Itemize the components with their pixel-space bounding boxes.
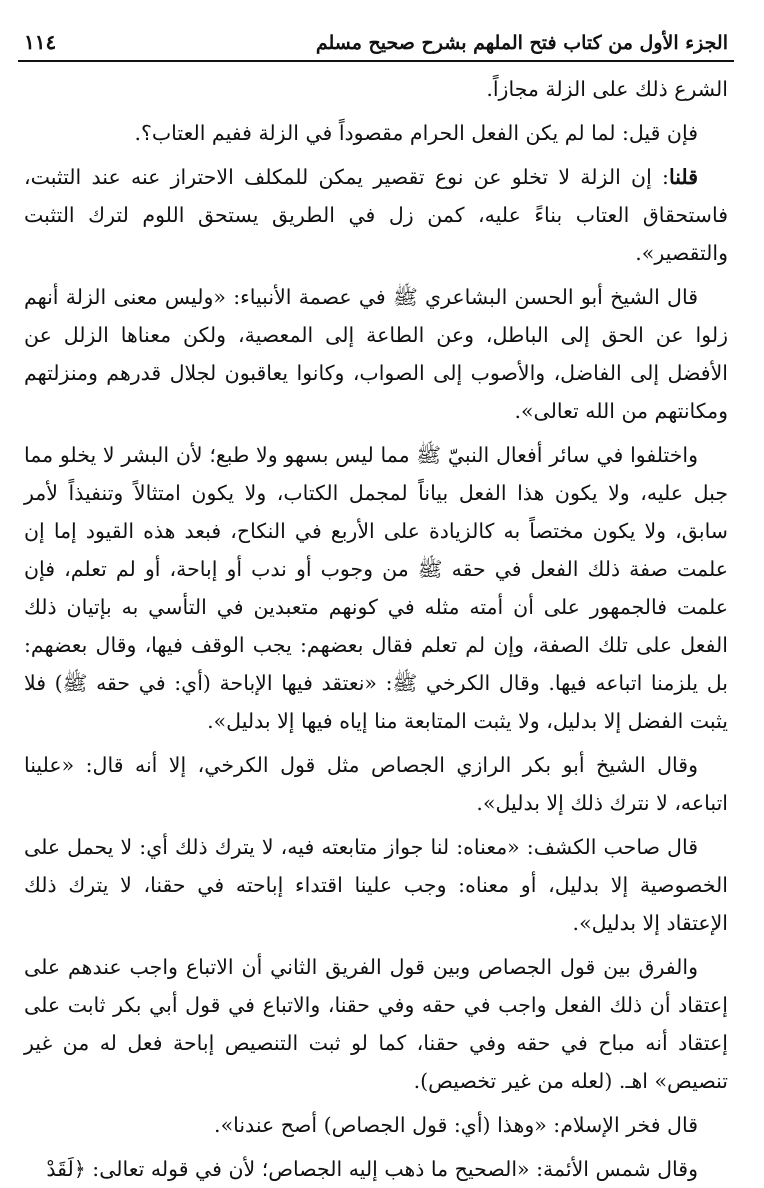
page-number: ١١٤ <box>24 30 57 54</box>
paragraph-text: الشرع ذلك على الزلة مجازاً. <box>486 77 728 101</box>
paragraph-text: وقال شمس الأئمة: «الصحيح ما ذهب إليه الجصاص؛ لأن في قوله تعالى: ﴿لَقَدْ <box>46 1157 698 1181</box>
paragraph-text: والفرق بين قول الجصاص وبين قول الفريق الثاني أن الاتباع واجب عندهم على إعتقاد أن ذلك الفعل واجب في حقه وفي حقنا، والاتباع في قول أبي بكر ثابت على إعتقاد أنه مباح في حقه وفي حقنا، كما لو ثبت التنصيص إباحة فعل له من غير تنصيص» اهـ. (لعله من غير تخصيص). <box>24 955 728 1093</box>
paragraph <box>24 278 728 430</box>
paragraph-text: واختلفوا في سائر أفعال النبيّ ﷺ مما ليس بسهو ولا طبع؛ لأن البشر لا يخلو مما جبل عليه، ولا يكون هذا الفعل بياناً لمجمل الكتاب، ولا يكون امتثالاً وتنفيذاً لأمر سابق، ولا يكون مختصاً به كالزيادة على الأربع في النكاح، فبعد هذه القيود إما إن علمت صفة ذلك الفعل في حقه ﷺ من وجوب أو ندب أو إباحة، أو لم تعلم، فإن علمت فالجمهور على أن أمته مثله في كونهم متعبدين في التأسي به بإتيان ذلك الفعل على تلك الصفة، وإن لم تعلم فقال بعضهم: يجب الوقف فيها، وقال بعضهم: بل يلزمنا اتباعه فيها. وقال الكرخي ﷺ: «نعتقد فيها الإباحة (أي: في حقه ﷺ) فلا يثبت الفضل إلا بدليل، ولا يثبت المتابعة منا إياه فيها إلا بدليل». <box>24 443 728 733</box>
paragraph-text: وقال الشيخ أبو بكر الرازي الجصاص مثل قول الكرخي، إلا أنه قال: «علينا اتباعه، لا نترك ذلك إلا بدليل». <box>24 753 728 815</box>
paragraph-text: قال فخر الإسلام: «وهذا (أي: قول الجصاص) أصح عندنا». <box>214 1113 698 1137</box>
page-header <box>18 30 734 62</box>
paragraph <box>24 746 728 822</box>
book-page <box>18 30 734 1181</box>
paragraph <box>24 158 728 272</box>
paragraph <box>24 1150 728 1188</box>
paragraph <box>24 1106 728 1144</box>
paragraph-text: فإن قيل: لما لم يكن الفعل الحرام مقصوداً في الزلة ففيم العتاب؟. <box>134 121 698 145</box>
paragraph <box>24 436 728 740</box>
body-text <box>18 62 734 1188</box>
running-title: الجزء الأول من كتاب فتح الملهم بشرح صحيح مسلم <box>315 32 728 54</box>
paragraph-text: قال صاحب الكشف: «معناه: لنا جواز متابعته فيه، لا يترك ذلك أي: لا يحمل على الخصوصية إلا بدليل، أو معناه: وجب علينا اقتداء إباحته في حقنا، لا يترك ذلك الإعتقاد إلا بدليل». <box>24 835 728 935</box>
paragraph-text: : إن الزلة لا تخلو عن نوع تقصير يمكن للمكلف الاحتراز عنه عند التثبت، فاستحقاق العتاب بناءً عليه، كمن زل في الطريق يستحق اللوم لترك التثبت والتقصير». <box>24 165 728 265</box>
paragraph <box>24 70 728 108</box>
paragraph <box>24 948 728 1100</box>
paragraph-text: قال الشيخ أبو الحسن البشاعري ﷺ في عصمة الأنبياء: «وليس معنى الزلة أنهم زلوا عن الحق إلى الباطل، وعن الطاعة إلى المعصية، ولكن معناها الزلل عن الأفضل إلى الفاضل، والأصوب إلى الصواب، وكانوا يعاقبون لجلال قدرهم ومنزلتهم ومكانتهم من الله تعالى». <box>24 285 728 423</box>
paragraph-lead: قلنا <box>668 165 698 189</box>
paragraph <box>24 828 728 942</box>
paragraph <box>24 114 728 152</box>
